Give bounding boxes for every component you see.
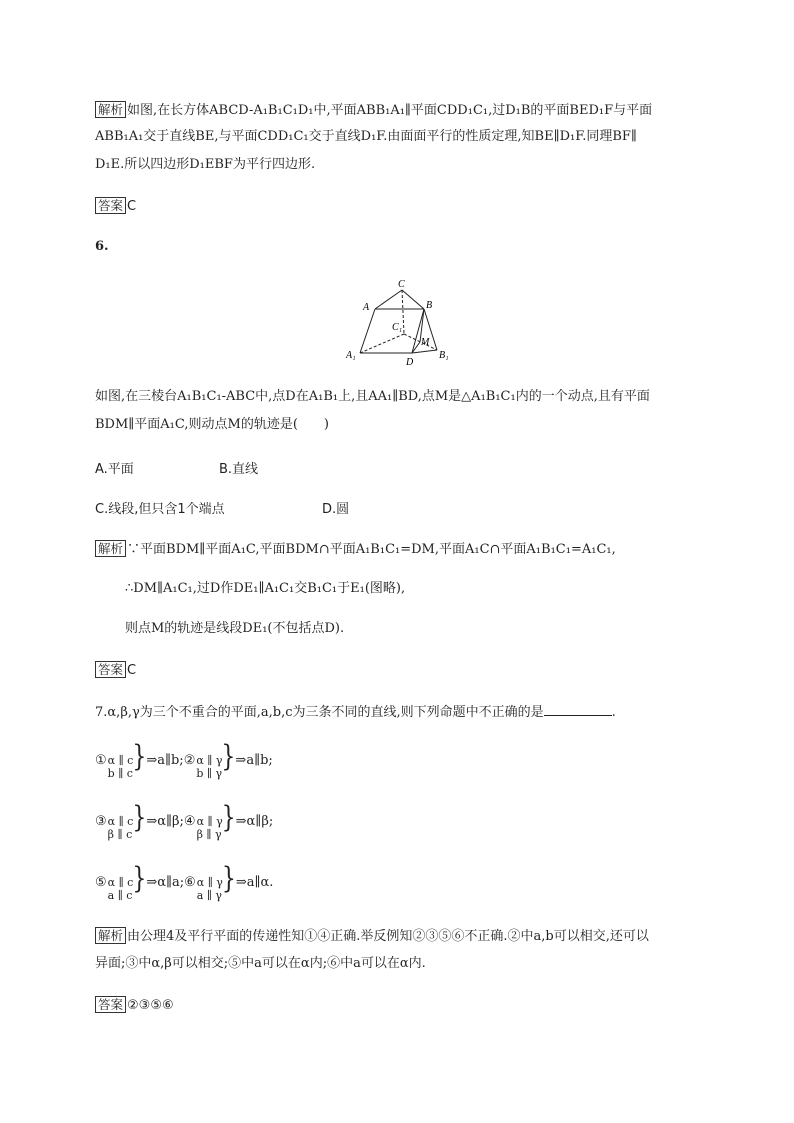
- proposition-1: ① α ∥ c b ∥ c }⇒a∥b;: [95, 740, 184, 780]
- question-number: 6.: [95, 239, 109, 254]
- solution-line: [95, 128, 637, 146]
- label-C: C: [398, 279, 405, 290]
- solution-line: [125, 580, 405, 598]
- answer-blank: [544, 703, 612, 716]
- analysis-tag: 解析: [95, 927, 126, 944]
- solution-line: [125, 620, 344, 638]
- label-A: A: [363, 302, 370, 313]
- option-b: B.直线: [219, 462, 259, 477]
- solution-line: [95, 927, 649, 946]
- answer-value: C: [127, 199, 137, 214]
- edge-CB: [402, 290, 424, 309]
- answer-line: [95, 661, 136, 680]
- proposition-5: ⑤ α ∥ c a ∥ c }⇒α∥a;: [95, 862, 185, 902]
- proposition-row: [95, 740, 273, 781]
- proposition-row: [95, 801, 274, 842]
- option-d: D.圆: [322, 502, 350, 517]
- analysis-tag: 解析: [95, 101, 126, 118]
- label-A1: A₁: [346, 350, 356, 361]
- proposition-4: ④ α ∥ γ β ∥ γ }⇒α∥β;: [183, 801, 274, 841]
- question-stem: 7.α,β,γ为三个不重合的平面,a,b,c为三条不同的直线,则下列命题中不正确的是 .: [95, 705, 616, 720]
- question-stem: BDM∥平面A₁C,则动点M的轨迹是( ): [95, 417, 329, 432]
- question-stem: 如图,在三棱台A₁B₁C₁-ABC中,点D在A₁B₁上,且AA₁∥BD,点M是△A₁B₁C₁内的一个动点,且有平面: [95, 389, 650, 404]
- analysis-tag: 解析: [95, 540, 126, 557]
- solution-text: 异面;③中α,β可以相交;⑤中a可以在α内;⑥中a可以在α内.: [95, 956, 426, 971]
- label-B: B: [426, 300, 433, 311]
- edge-AC: [375, 290, 402, 309]
- answer-tag: 答案: [95, 661, 126, 678]
- solution-line: [95, 101, 652, 120]
- solution-text: 如图,在长方体ABCD-A₁B₁C₁D₁中,平面ABB₁A₁∥平面CDD₁C₁,过D₁B的平面BED₁F与平面: [127, 103, 653, 118]
- edge-DB1: [412, 350, 437, 353]
- solution-text: 则点M的轨迹是线段DE₁(不包括点D).: [125, 621, 345, 636]
- option-a: A.平面: [95, 462, 134, 477]
- label-M: M: [421, 337, 430, 348]
- solution-text: ABB₁A₁交于直线BE,与平面CDD₁C₁交于直线D₁F.由面面平行的性质定理,知BE∥D₁F.同理BF∥: [95, 129, 637, 144]
- solution-line: [95, 156, 315, 174]
- proposition-2: ② α ∥ γ b ∥ γ }⇒a∥b;: [183, 740, 273, 780]
- answer-value: ②③⑤⑥: [127, 998, 174, 1013]
- edge-AA1: [360, 309, 375, 353]
- solution-line: [95, 540, 616, 559]
- label-B1: B₁: [439, 350, 449, 361]
- option-c: C.线段,但只含1个端点: [95, 502, 225, 517]
- proposition-6: ⑥ α ∥ γ a ∥ γ }⇒a∥α.: [184, 862, 274, 902]
- proposition-3: ③ α ∥ c β ∥ c }⇒α∥β;: [95, 801, 184, 841]
- solution-line: [95, 955, 426, 973]
- label-C1: C₁: [392, 322, 403, 333]
- frustum-figure: [340, 276, 460, 368]
- answer-value: C: [127, 663, 137, 678]
- answer-line: [95, 197, 136, 216]
- label-D: D: [406, 357, 414, 368]
- solution-text: 由公理4及平行平面的传递性知①④正确.举反例知②③⑤⑥不正确.②中a,b可以相交,还可以: [127, 929, 649, 944]
- edge-A1C1: [360, 334, 404, 353]
- answer-tag: 答案: [95, 996, 126, 1013]
- edge-CC1: [402, 290, 404, 334]
- solution-text: D₁E.所以四边形D₁EBF为平行四边形.: [95, 157, 316, 172]
- answer-line: [95, 996, 174, 1015]
- solution-text: ∵平面BDM∥平面A₁C,平面BDM∩平面A₁B₁C₁=DM,平面A₁C∩平面A₁B₁C₁=A₁C₁,: [127, 542, 616, 557]
- proposition-row: [95, 862, 274, 903]
- solution-text: ∴DM∥A₁C₁,过D作DE₁∥A₁C₁交B₁C₁于E₁(图略),: [125, 581, 406, 596]
- answer-tag: 答案: [95, 197, 126, 214]
